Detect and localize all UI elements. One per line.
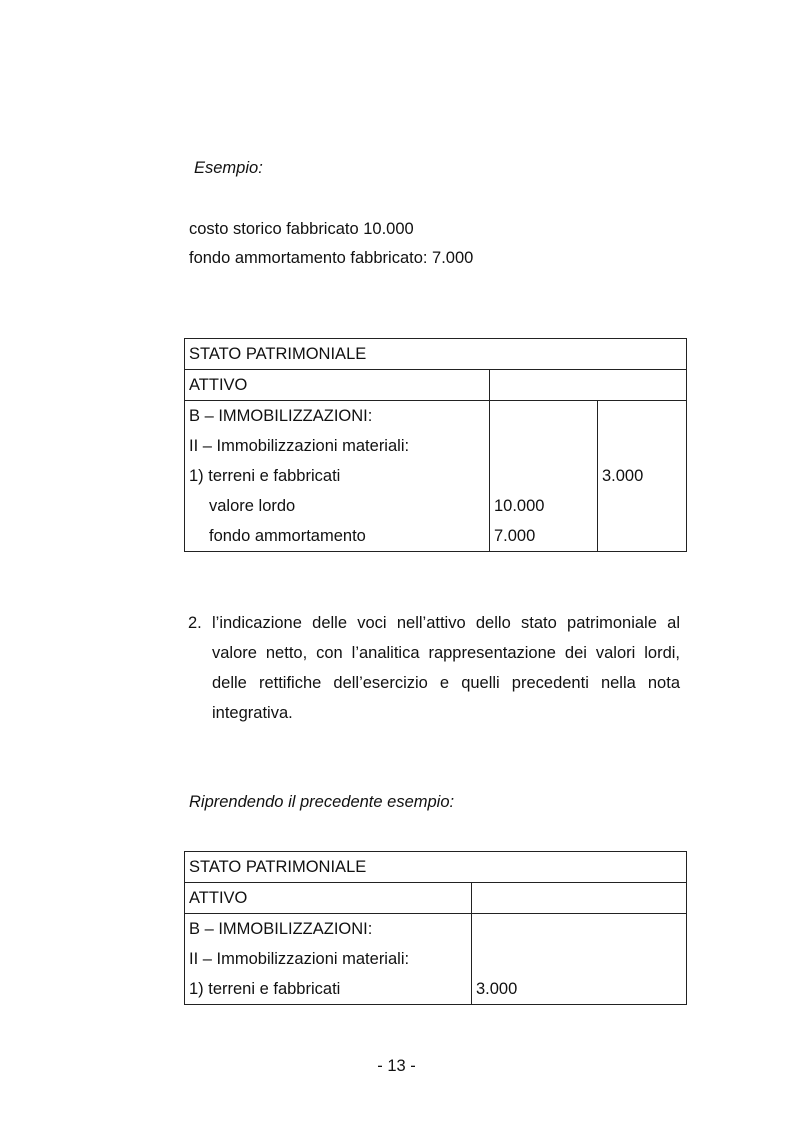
table-value-cell xyxy=(472,914,687,1005)
example-line-historical-cost: costo storico fabbricato 10.000 xyxy=(189,220,414,238)
list-text: l’indicazione delle voci nell’attivo dello stato patrimoniale al valore netto, con l’analitica rappresentazione dei valori lordi, delle rettifiche dell’esercizio e quelli precedenti nella nota integrativa. xyxy=(212,614,680,722)
table-row xyxy=(185,339,687,370)
table-title: STATO PATRIMONIALE xyxy=(185,339,687,370)
balance-sheet-table-2 xyxy=(184,851,687,1005)
table-detail-cell xyxy=(185,914,472,1005)
list-number: 2. xyxy=(188,614,202,632)
table-attivo-label: ATTIVO xyxy=(185,883,472,914)
row-terreni-fabbricati: 1) terreni e fabbricati xyxy=(189,980,341,998)
table-empty-cell xyxy=(490,370,687,401)
value-valore-lordo: 10.000 xyxy=(494,497,545,515)
value-fondo-ammortamento: 7.000 xyxy=(494,527,536,545)
table-title: STATO PATRIMONIALE xyxy=(185,852,687,883)
value-net: 3.000 xyxy=(602,467,644,485)
table-row xyxy=(185,401,687,552)
row-terreni-fabbricati: 1) terreni e fabbricati xyxy=(189,467,341,485)
table-attivo-label: ATTIVO xyxy=(185,370,490,401)
example-heading: Esempio: xyxy=(194,159,263,177)
example2-heading: Riprendendo il precedente esempio: xyxy=(189,793,455,811)
balance-sheet-table-1 xyxy=(184,338,687,552)
row-valore-lordo: valore lordo xyxy=(209,497,296,515)
row-immobilizzazioni-materiali: II – Immobilizzazioni materiali: xyxy=(189,950,410,968)
table-gross-values-cell xyxy=(490,401,598,552)
table-row xyxy=(185,852,687,883)
value-net: 3.000 xyxy=(476,980,518,998)
page-number: - 13 - xyxy=(377,1057,416,1075)
table-net-value-cell xyxy=(598,401,687,552)
table-row xyxy=(185,914,687,1005)
table-empty-cell xyxy=(472,883,687,914)
example-line-depreciation-fund: fondo ammortamento fabbricato: 7.000 xyxy=(189,249,474,267)
row-immobilizzazioni: B – IMMOBILIZZAZIONI: xyxy=(189,407,373,425)
row-fondo-ammortamento: fondo ammortamento xyxy=(209,527,366,545)
table-row xyxy=(185,883,687,914)
row-immobilizzazioni: B – IMMOBILIZZAZIONI: xyxy=(189,920,373,938)
table-detail-cell xyxy=(185,401,490,552)
table-row xyxy=(185,370,687,401)
row-immobilizzazioni-materiali: II – Immobilizzazioni materiali: xyxy=(189,437,410,455)
